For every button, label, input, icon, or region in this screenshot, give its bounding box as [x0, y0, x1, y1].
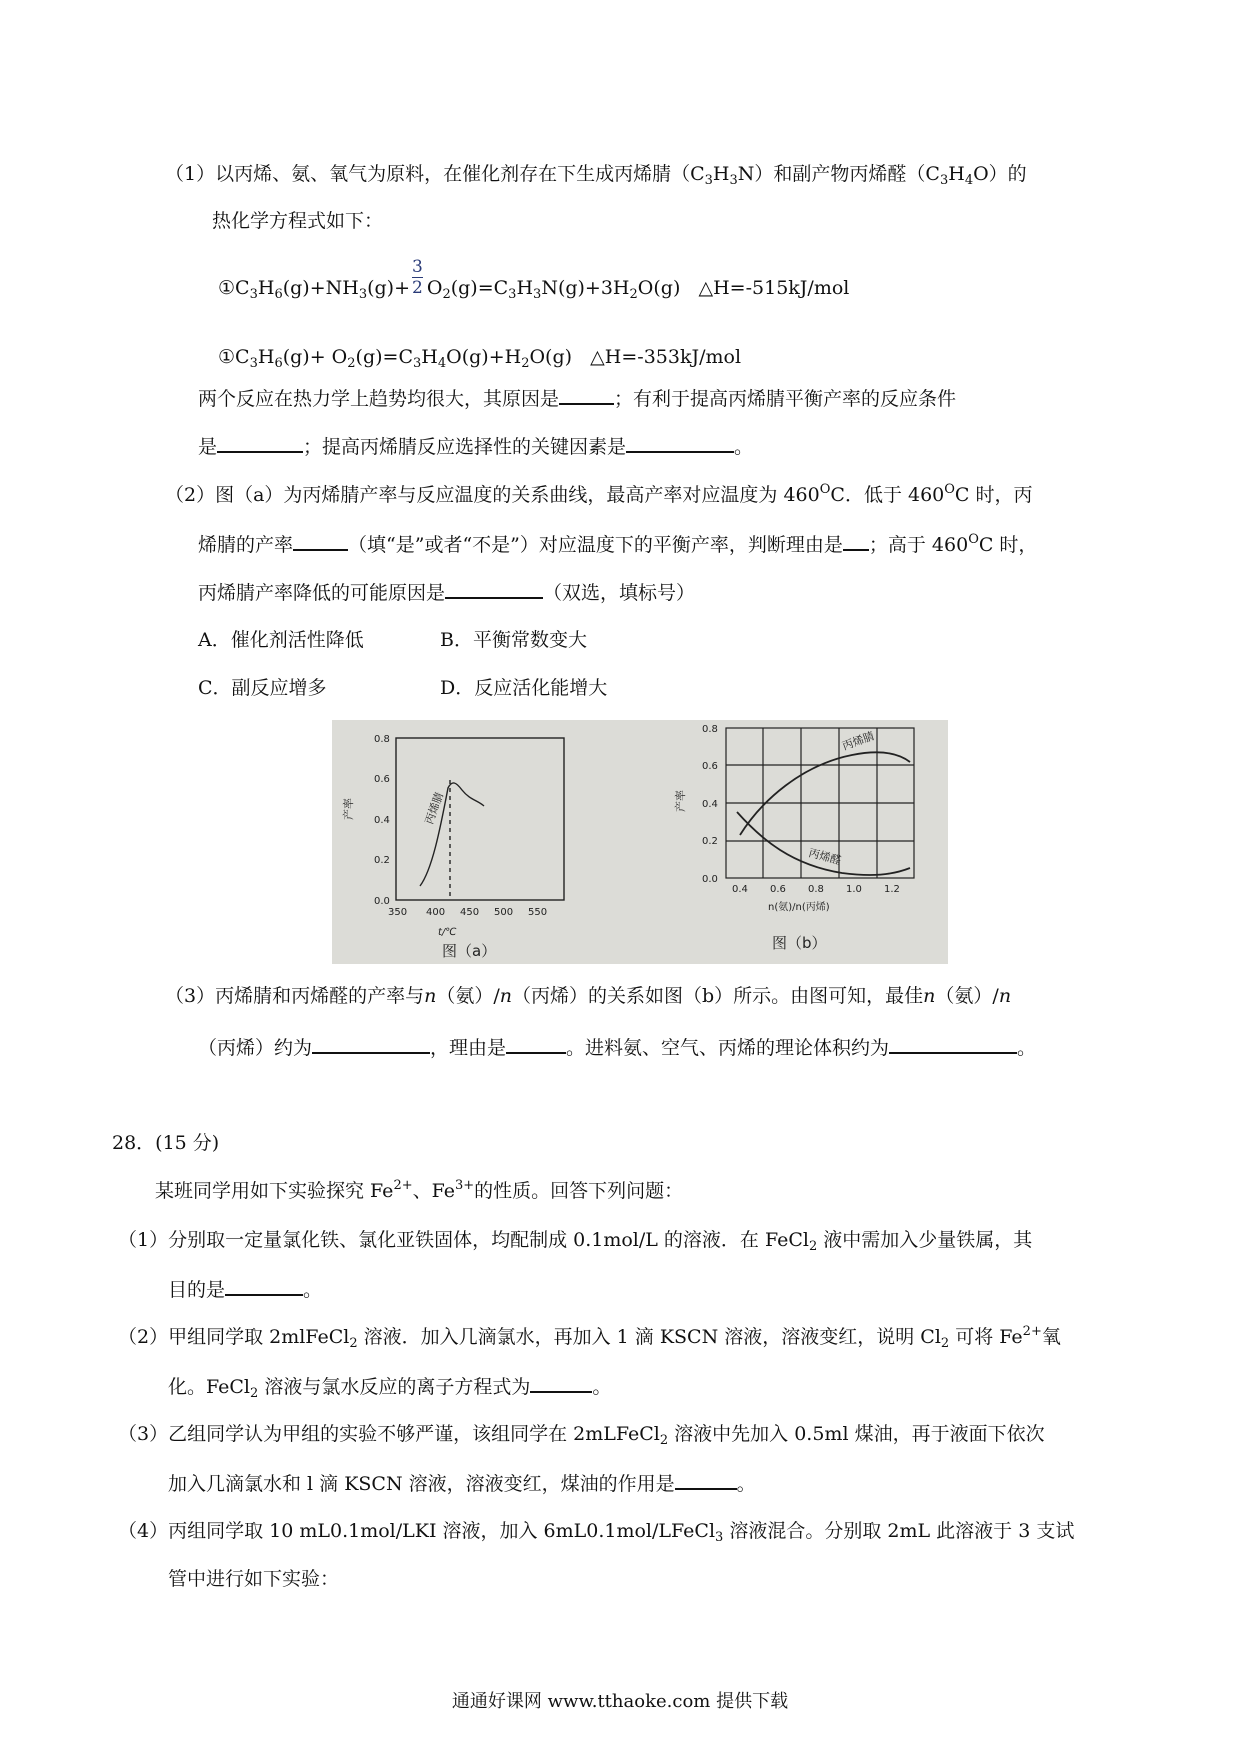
- figure-b-caption: 图（b）: [772, 934, 827, 952]
- figure-b-xtick-4: 1.2: [884, 884, 900, 895]
- figure-b-ytick-4: 0.8: [702, 724, 718, 735]
- q27-part2-line2: 烯腈的产率 （填“是”或者“不是”）对应温度下的平衡产率，判断理由是 ；高于 $460^OC$ 时，: [198, 532, 1038, 556]
- q27-part3-line1: （3）丙烯腈和丙烯醛的产率与n（氨）/n（丙烯）的关系如图（b）所示。由图可知，最佳n（氨）/n: [165, 985, 1012, 1007]
- figure-a-ytick-1: 0.2: [374, 855, 390, 866]
- answer-blank[interactable]: [889, 1034, 1017, 1054]
- fraction-three-halves: $\frac{3}{2}$: [412, 256, 423, 298]
- q27-part2-line1: （2）图（a）为丙烯腈产率与反应温度的关系曲线，最高产率对应温度为 $460^OC$．低于 $460^OC$ 时，丙: [165, 482, 1033, 506]
- figure-a-ytick-4: 0.8: [374, 734, 390, 745]
- q27-part1-question-line2: 是 ；提高丙烯腈反应选择性的关键因素是 。: [198, 433, 753, 459]
- figure-a-xtick-3: 500: [494, 907, 514, 918]
- figure-a: [396, 738, 564, 900]
- answer-blank[interactable]: [530, 1373, 592, 1393]
- q27-part2-line3: 丙烯腈产率降低的可能原因是 （双选，填标号）: [198, 579, 695, 605]
- q28-part1-line2: 目的是 。: [168, 1276, 322, 1302]
- footer-text: 通通好课网 www.tthaoke.com 提供下载: [451, 1691, 789, 1712]
- q27-part1-line1: （1）以丙烯、氨、氧气为原料，在催化剂存在下生成丙烯腈$(C_3H_3N)$和副产物丙烯醛$(C_3H_4O)$的: [165, 163, 1027, 188]
- q28-part2-line1: （2）甲组同学取 2mlFeCl$_2$ 溶液．加入几滴氯水，再加入 1 滴 KSCN 溶液，溶液变红，说明 $Cl_2$ 可将 $Fe^{2+}$氧: [118, 1324, 1061, 1351]
- q28-part4-line2: 管中进行如下实验：: [168, 1568, 340, 1590]
- answer-blank[interactable]: [312, 1034, 430, 1054]
- figure-a-xtick-0: 350: [388, 907, 408, 918]
- q27-part1-line2: 热化学方程式如下：: [212, 210, 384, 232]
- figure-b-ytick-3: 0.6: [702, 761, 718, 772]
- figure-b-ylabel: 产率: [674, 790, 687, 812]
- answer-blank[interactable]: [559, 385, 614, 405]
- figure-b-series1-label: 丙烯腈: [840, 729, 877, 753]
- equation-1: $①C_3H_6(g)+NH_3(g)+$ $\frac{3}{2}$ $O_2(g)=C_3H_3N(g)+3H_2O(g)$ △H=-515kJ/mol: [218, 256, 850, 302]
- answer-blank[interactable]: [225, 1276, 303, 1296]
- figure-a-series-label: 丙烯腈: [422, 790, 447, 827]
- figure-a-ytick-0: 0.0: [374, 896, 390, 907]
- figure-a-y-ticks: [374, 734, 390, 907]
- figure-b-ytick-1: 0.2: [702, 836, 718, 847]
- figure-b-x-ticks: [732, 884, 900, 895]
- option-d: D．反应活化能增大: [440, 677, 608, 699]
- equation-2: $①C_3H_6(g)+ O_2(g)=C_3H_4O(g)+H_2O(g)$ △H=-353kJ/mol: [218, 346, 742, 371]
- q28-part3-line1: （3）乙组同学认为甲组的实验不够严谨，该组同学在 2mLFeCl$_2$ 溶液中先加入 0.5ml 煤油，再于液面下依次: [118, 1423, 1045, 1448]
- q28-part2-line2: 化。FeCl$_2$ 溶液与氯水反应的离子方程式为 。: [168, 1373, 611, 1399]
- figure-a-frame: [396, 738, 564, 900]
- figure-a-ylabel: 产率: [342, 798, 355, 820]
- option-b: B．平衡常数变大: [440, 629, 587, 651]
- figure-a-xlabel: t/℃: [438, 927, 457, 938]
- q27-part1-question-line1: 两个反应在热力学上趋势均很大，其原因是 ；有利于提高丙烯腈平衡产率的反应条件: [198, 385, 956, 411]
- figure-a-ytick-2: 0.4: [374, 815, 390, 826]
- answer-blank[interactable]: [626, 433, 734, 453]
- q28-intro: 某班同学用如下实验探究 $Fe^{2+}$、$Fe^{3+}$的性质。回答下列问题：: [155, 1178, 684, 1202]
- answer-blank[interactable]: [506, 1034, 566, 1054]
- figure-b-y-ticks: [702, 724, 718, 885]
- figure-a-xtick-1: 400: [426, 907, 446, 918]
- figure-a-caption: 图（a）: [442, 942, 497, 960]
- answer-blank[interactable]: [675, 1470, 737, 1490]
- figure-photo: [332, 720, 948, 964]
- q28-part3-line2: 加入几滴氯水和 l 滴 KSCN 溶液，溶液变红，煤油的作用是 。: [168, 1470, 756, 1496]
- figure-a-ytick-3: 0.6: [374, 774, 390, 785]
- option-a: A．催化剂活性降低: [198, 629, 364, 651]
- figure-b-xtick-0: 0.4: [732, 884, 748, 895]
- figure-b-xtick-1: 0.6: [770, 884, 786, 895]
- figure-a-x-ticks: [388, 907, 547, 918]
- figure-a-xtick-4: 550: [528, 907, 548, 918]
- q28-part4-line1: （4）丙组同学取 10 mL0.1mol/LKI 溶液，加入 6mL0.1mol/LFeCl$_3$ 溶液混合。分别取 2mL 此溶液于 3 支试: [118, 1520, 1075, 1545]
- answer-blank[interactable]: [843, 531, 869, 551]
- figure-a-xtick-2: 450: [460, 907, 480, 918]
- q28-header: 28．(15 分): [112, 1132, 220, 1154]
- figure-b-ytick-0: 0.0: [702, 874, 718, 885]
- figure-b-xtick-2: 0.8: [808, 884, 824, 895]
- answer-blank[interactable]: [445, 579, 543, 599]
- q27-part3-line2: （丙烯）约为 ，理由是 。进料氨、空气、丙烯的理论体积约为 。: [198, 1034, 1036, 1060]
- option-c: C．副反应增多: [198, 677, 327, 699]
- figure-b-xtick-3: 1.0: [846, 884, 862, 895]
- figure-a-curve: [420, 783, 484, 886]
- figure-b-series2-label: 丙烯醛: [807, 846, 843, 868]
- figure-b-ytick-2: 0.4: [702, 799, 718, 810]
- answer-blank[interactable]: [217, 433, 303, 453]
- footer: [0, 1687, 1240, 1713]
- answer-blank[interactable]: [293, 531, 348, 551]
- q28-part1-line1: （1）分别取一定量氯化铁、氯化亚铁固体，均配制成 0.1mol/L 的溶液．在 FeCl$_2$ 液中需加入少量铁属，其: [118, 1229, 1033, 1254]
- figure-b-xlabel: n(氨)/n(丙烯): [768, 902, 830, 913]
